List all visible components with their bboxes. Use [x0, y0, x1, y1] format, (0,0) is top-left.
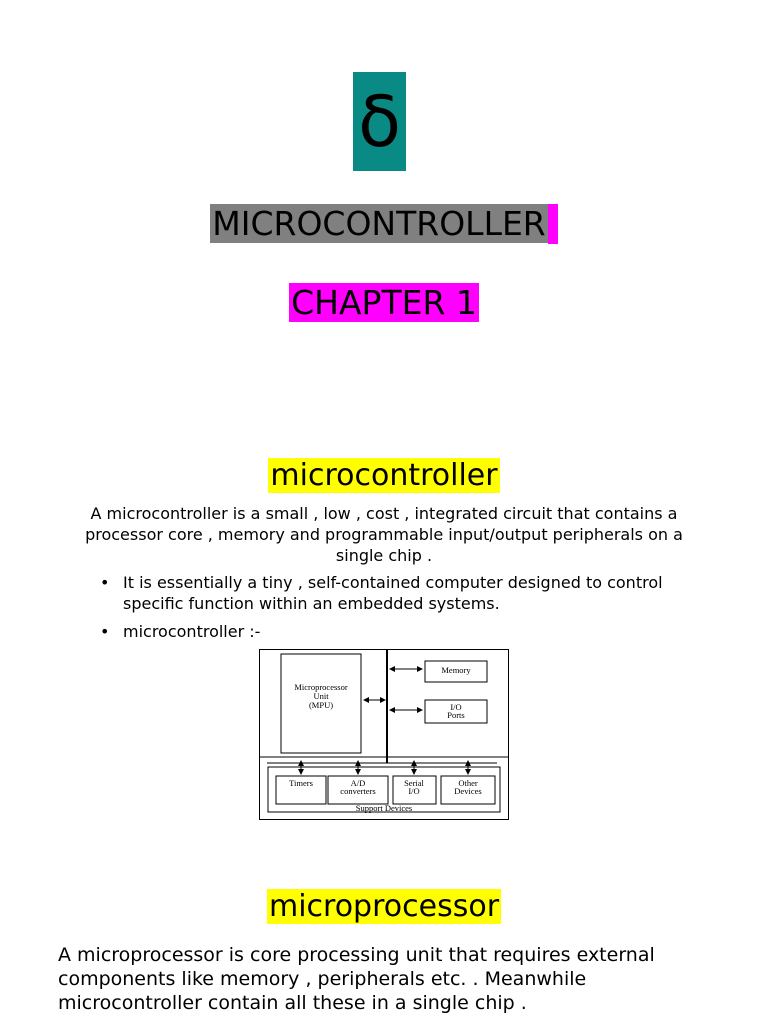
io-label-line2: Ports — [447, 710, 465, 720]
list-item — [100, 572, 680, 614]
ad-label-line2: converters — [340, 786, 376, 796]
microcontroller-definition: A microcontroller is a small , low , cost , integrated circuit that contains a processor core , memory and programmable input/output peripherals on a single chip . — [85, 504, 683, 565]
bullet-list — [100, 572, 680, 649]
mpu-label-line1: Microprocessor — [294, 682, 348, 692]
other-label-line1: Other — [458, 778, 478, 788]
bullet-text: microcontroller :- — [123, 622, 261, 641]
support-devices-label: Support Devices — [355, 803, 413, 813]
bullet-icon: • — [100, 573, 110, 592]
delta-symbol-box — [353, 72, 406, 171]
chapter-text: CHAPTER 1 — [291, 283, 477, 322]
list-item — [100, 621, 680, 642]
other-label-line2: Devices — [454, 786, 482, 796]
chapter-heading — [0, 283, 768, 322]
title-text: MICROCONTROLLER — [212, 204, 546, 243]
delta-symbol: δ — [358, 80, 401, 163]
bullet-text: It is essentially a tiny , self-contained computer designed to control specific function within an embedded systems. — [123, 573, 663, 613]
io-label-line1: I/O — [450, 702, 462, 712]
section-heading-microprocessor — [0, 889, 768, 925]
section-heading-text: microprocessor — [268, 889, 500, 924]
mpu-label-line3: (MPU) — [308, 700, 334, 710]
serial-label-line1: Serial — [404, 778, 424, 788]
microcontroller-block-diagram — [259, 649, 510, 821]
microprocessor-description: A microprocessor is core processing unit that requires external components like memory , peripherals etc. . Meanwhile microcontroller contain all these in a single chip . — [58, 944, 655, 1014]
title-highlight-tail — [548, 204, 558, 244]
section-heading-text: microcontroller — [270, 458, 498, 493]
memory-label: Memory — [441, 665, 471, 675]
ad-label-line1: A/D — [350, 778, 366, 788]
bullet-icon: • — [100, 622, 110, 641]
serial-label-line2: I/O — [408, 786, 420, 796]
timers-label: Timers — [289, 778, 313, 788]
section-heading-microcontroller — [0, 458, 768, 494]
mpu-label-line2: Unit — [313, 691, 329, 701]
document-title — [0, 204, 768, 244]
